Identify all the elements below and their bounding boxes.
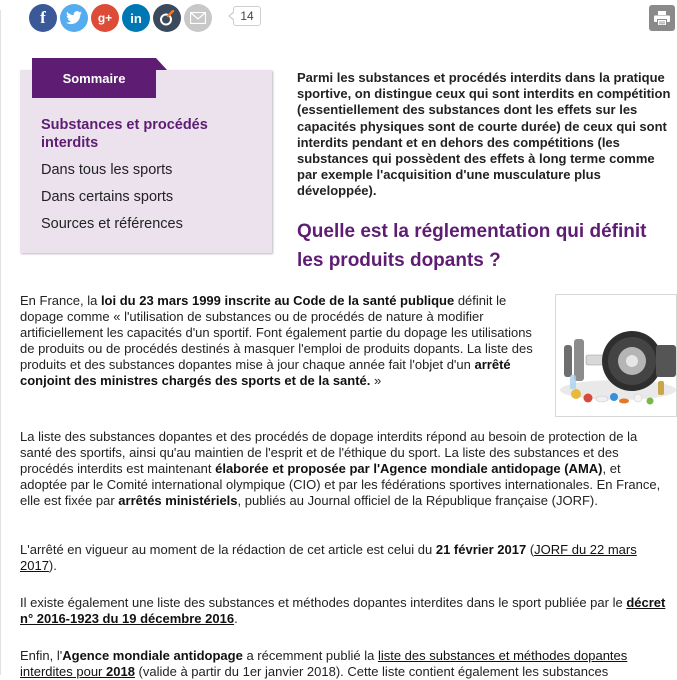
emphasis: décret n° 2016-1923 du 19 décembre 2016 bbox=[20, 595, 666, 626]
emphasis: arrêté conjoint des ministres chargés des sports et de la santé. bbox=[20, 357, 511, 388]
viadeo-icon bbox=[159, 10, 175, 26]
emphasis: élaborée et proposée par l'Agence mondiale antidopage (AMA) bbox=[215, 461, 603, 476]
text: L'arrêté en vigueur au moment de la rédaction de cet article est celui du bbox=[20, 542, 436, 557]
print-icon bbox=[654, 11, 670, 26]
text: , publiés au Journal officiel de la République française (JORF). bbox=[237, 493, 598, 508]
text: En France, la bbox=[20, 293, 101, 308]
paragraph-ama-2018 bbox=[20, 648, 677, 680]
facebook-share-button[interactable] bbox=[29, 4, 57, 32]
toc-item-tous-sports[interactable]: Dans tous les sports bbox=[41, 162, 173, 178]
table-of-contents-title: Sommaire bbox=[32, 58, 156, 98]
linkedin-share-button[interactable] bbox=[122, 4, 150, 32]
content-border bbox=[0, 10, 1, 675]
text: , et adoptée par le Comité international olympique (CIO) et par les fédérations sportives internationales. En France, elle est fixée par bbox=[20, 461, 661, 508]
text: (valide à partir du 1er janvier 2018). Cette liste contient également les substances bbox=[134, 664, 609, 679]
table-of-contents-list bbox=[41, 116, 261, 242]
text: La liste des substances dopantes et des procédés de dopage interdits répond au besoin de protection de la santé des sportifs, ainsi qu'au maintien de l'esprit et de l'éthique du sport. La liste des substances et des procédés interdits est maintenant bbox=[20, 429, 638, 476]
section-heading: Quelle est la réglementation qui définit les produits dopants ? bbox=[297, 221, 647, 271]
dumbbells-image bbox=[555, 294, 677, 417]
viadeo-share-button[interactable] bbox=[153, 4, 181, 32]
emphasis: Agence mondiale antidopage bbox=[62, 648, 243, 663]
emphasis: arrêtés ministériels bbox=[118, 493, 238, 508]
text: ( bbox=[526, 542, 535, 557]
emphasis: 21 février 2017 bbox=[435, 542, 527, 557]
jorf-link[interactable]: JORF du 22 mars 2017 bbox=[20, 542, 637, 573]
share-count-badge: 14 bbox=[233, 6, 261, 26]
text: . bbox=[234, 611, 238, 626]
toc-item-certains-sports[interactable]: Dans certains sports bbox=[41, 189, 174, 205]
paragraph-decret bbox=[20, 595, 670, 627]
text: Il existe également une liste des substances et méthodes dopantes interdites dans le sport publiée par le bbox=[20, 595, 627, 610]
email-share-button[interactable] bbox=[184, 4, 212, 32]
print-button[interactable] bbox=[649, 5, 675, 31]
text: définit le dopage comme « l'utilisation de substances ou de procédés de nature à modifier artificiellement les capacités d'un sportif. Font également partie du dopage les utilisations de produits ou de procédés destinés à masquer l'emploi de produits dopants. La liste des produits et des substances dopantes mise à jour chaque année fait l'objet d'un bbox=[20, 293, 533, 372]
text: Enfin, l' bbox=[20, 648, 63, 663]
linkedin-icon: in bbox=[130, 10, 142, 26]
text: » bbox=[370, 373, 382, 388]
emphasis: 2018 bbox=[106, 664, 135, 679]
googleplus-share-button[interactable] bbox=[91, 4, 119, 32]
toc-item-substances[interactable]: Substances et procédés interdits bbox=[41, 117, 208, 151]
emphasis: loi du 23 mars 1999 inscrite au Code de la santé publique bbox=[100, 293, 455, 308]
email-icon bbox=[190, 12, 206, 24]
facebook-icon: f bbox=[40, 8, 46, 27]
toc-item-sources[interactable]: Sources et références bbox=[41, 216, 183, 232]
twitter-icon bbox=[66, 11, 82, 25]
paragraph-arrete bbox=[20, 542, 640, 574]
text: liste des substances et méthodes dopantes interdites pour bbox=[20, 648, 628, 679]
paragraph-liste-ama bbox=[20, 429, 670, 509]
twitter-share-button[interactable] bbox=[60, 4, 88, 32]
text: ). bbox=[48, 558, 57, 573]
paragraph-loi-1999 bbox=[20, 293, 544, 389]
intro-paragraph: Parmi les substances et procédés interdits dans la pratique sportive, on distingue ceux qui sont interdits en compétition (essentiellement des substances dont les effets sur les capacités physiques sont de courte durée) de ceux qui sont interdits pendant et en dehors des compétitions (les substances qui possèdent des effets à long terme comme par exemple l'acquisition d'une musculature plus développée). bbox=[297, 70, 671, 199]
googleplus-icon: g+ bbox=[97, 11, 113, 25]
text: a récemment publié la bbox=[242, 648, 378, 663]
